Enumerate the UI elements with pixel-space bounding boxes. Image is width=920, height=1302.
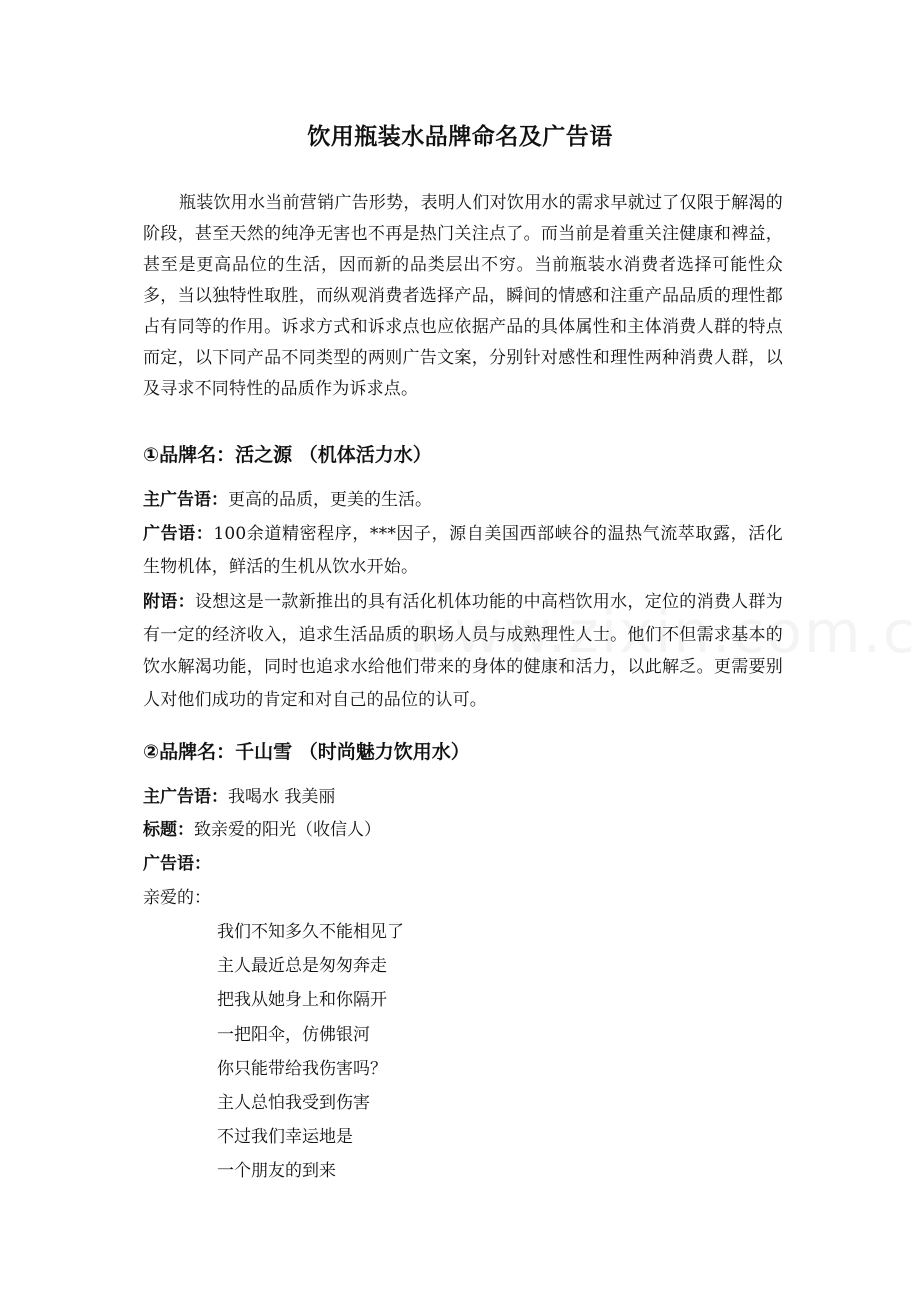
intro-paragraph: 瓶装饮用水当前营销广告形势，表明人们对饮用水的需求早就过了仅限于解渴的阶段，甚至天然的纯净无害也不再是热门关注点了。而当前是着重关注健康和裨益，甚至是更高品位的生活，因而新的品类层出不穷。当前瓶装水消费者选择可能性众多，当以独特性取胜，而纵观消费者选择产品，瞬间的情感和注重产品品质的理性都占有同等的作用。诉求方式和诉求点也应依据产品的具体属性和主体消费人群的特点而定，以下同产品不同类型的两则广告文案，分别针对感性和理性两种消费人群，以及寻求不同特性的品质作为诉求点。: [143, 193, 783, 399]
section1-note-paragraph: [143, 586, 783, 716]
poem-line: 把我从她身上和你隔开: [217, 990, 387, 1011]
section1-ad-text: 100余道精密程序，***因子，源自美国西部峡谷的温热气流萃取露，活化生物机体，鲜活的生机从饮水开始。: [143, 524, 783, 577]
poem-line: 你只能带给我伤害吗？: [217, 1058, 387, 1079]
section2-title-line: [143, 818, 381, 842]
section1-ad-label: 广告语：: [143, 524, 214, 544]
section2-title-text: 致亲爱的阳光（收信人）: [194, 820, 381, 840]
section1-note-label: 附语：: [143, 592, 195, 612]
section1-ad-paragraph: [143, 518, 783, 583]
section2-slogan-label: 主广告语：: [143, 787, 228, 807]
section1-heading: ①品牌名：活之源 （机体活力水）: [143, 444, 432, 466]
section1-slogan-line: [143, 488, 432, 512]
section2-ad-line: [143, 852, 211, 876]
section2-title-label: 标题：: [143, 820, 194, 840]
section2-ad-label: 广告语：: [143, 854, 211, 874]
section2-greeting: 亲爱的：: [143, 888, 211, 908]
poem-line: 一把阳伞，仿佛银河: [217, 1024, 370, 1045]
section2-slogan-line: [143, 785, 335, 809]
poem-line: 我们不知多久不能相见了: [217, 922, 404, 942]
poem-line: 一个朋友的到来: [217, 1161, 336, 1182]
section2-heading: ②品牌名：千山雪 （时尚魅力饮用水）: [143, 741, 470, 763]
poem-line: 主人最近总是匆匆奔走: [217, 956, 387, 977]
poem-block: [217, 920, 404, 1194]
section2-slogan-text: 我喝水 我美丽: [228, 787, 336, 807]
document-title: 饮用瓶装水品牌命名及广告语: [307, 124, 613, 150]
poem-line: 主人总怕我受到伤害: [217, 1092, 370, 1113]
section1-slogan-text: 更高的品质，更美的生活。: [228, 490, 432, 510]
section1-note-text: 设想这是一款新推出的具有活化机体功能的中高档饮用水，定位的消费人群为有一定的经济收入，追求生活品质的职场人员与成熟理性人士。他们不但需求基本的饮水解渴功能，同时也追求水给他们带来的身体的健康和活力，以此解乏。更需要别人对他们成功的肯定和对自己的品位的认可。: [143, 592, 783, 710]
section1-slogan-label: 主广告语：: [143, 490, 228, 510]
poem-line: 不过我们幸运地是: [217, 1127, 353, 1148]
